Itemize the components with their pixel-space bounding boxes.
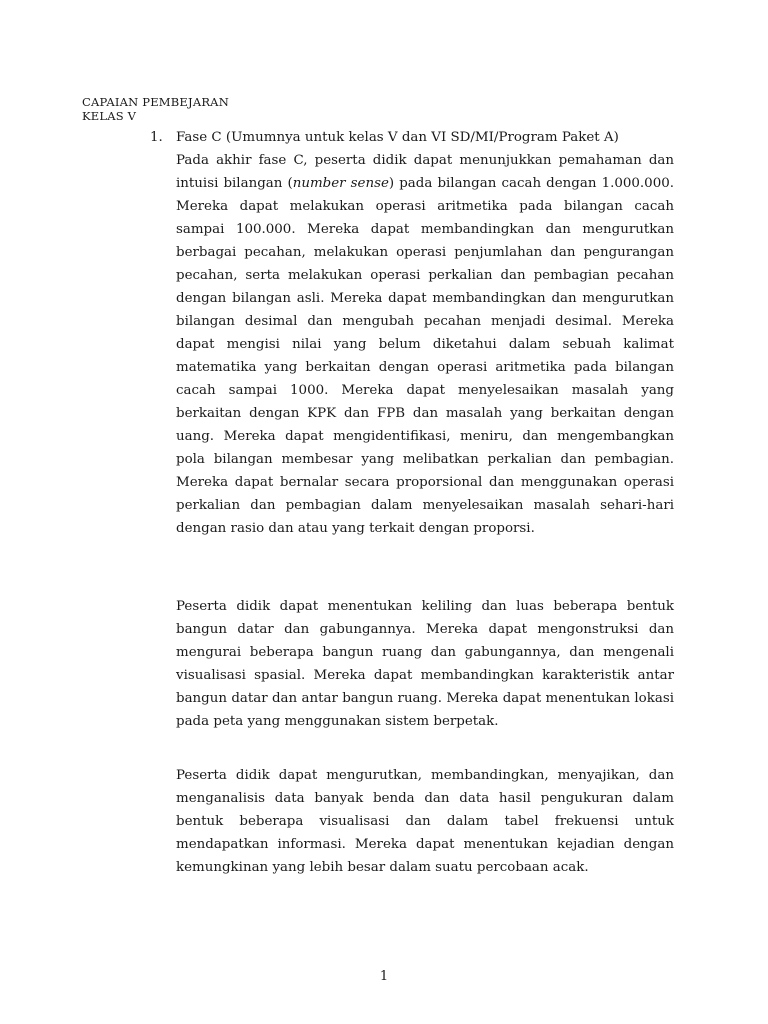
page-number: 1 [379,969,389,984]
paragraph-data-analysis: Peserta didik dapat mengurutkan, membandingkan, menyajikan, dan menganalisis data banyak benda dan data hasil pengukuran dalam bentuk beberapa visualisasi dan dalam tabel frekuensi untuk mendapatkan informasi. Mereka dapat menentukan kejadian dengan kemungkinan yang lebih besar dalam suatu percobaan acak. [176,768,674,875]
document-heading [82,95,229,123]
heading-title: CAPAIAN PEMBEJARAN [82,95,229,109]
heading-class: KELAS V [82,109,137,123]
paragraph-number-sense [176,149,674,540]
emphasis-term: number sense [292,176,389,191]
paragraph-text-end: ) pada bilangan cacah dengan 1.000.000. Mereka dapat melakukan operasi aritmetika pada bilangan cacah sampai 100.000. Mereka dapat membandingkan dan mengurutkan berbagai pecahan, melakukan operasi penjumlahan dan pengurangan pecahan, serta melakukan operasi perkalian dan pembagian pecahan dengan bilangan asli. Mereka dapat membandingkan dan mengurutkan bilangan desimal dan mengubah pecahan menjadi desimal. Mereka dapat mengisi nilai yang belum diketahui dalam sebuah kalimat matematika yang berkaitan dengan operasi aritmetika pada bilangan cacah sampai 1000. Mereka dapat menyelesaikan masalah yang berkaitan dengan KPK dan FPB dan masalah yang berkaitan dengan uang. Mereka dapat mengidentifikasi, meniru, dan mengembangkan pola bilangan membesar yang melibatkan perkalian dan pembagian. Mereka dapat bernalar secara proporsional dan menggunakan operasi perkalian dan pembagian dalam menyelesaikan masalah sehari-hari dengan rasio dan atau yang terkait dengan proporsi. [176,176,674,536]
list-item-number: 1. [150,130,163,145]
list-item-title: Fase C (Umumnya untuk kelas V dan VI SD/MI/Program Paket A) [176,130,619,145]
paragraph-text-start: Pada akhir fase C, peserta didik dapat menunjukkan pemahaman dan intuisi bilangan ( [176,153,674,191]
paragraph-geometry: Peserta didik dapat menentukan keliling dan luas beberapa bentuk bangun datar dan gabungannya. Mereka dapat mengonstruksi dan mengurai beberapa bangun ruang dan gabungannya, dan mengenali visualisasi spasial. Mereka dapat membandingkan karakteristik antar bangun datar dan antar bangun ruang. Mereka dapat menentukan lokasi pada peta yang menggunakan sistem berpetak. [176,599,674,729]
